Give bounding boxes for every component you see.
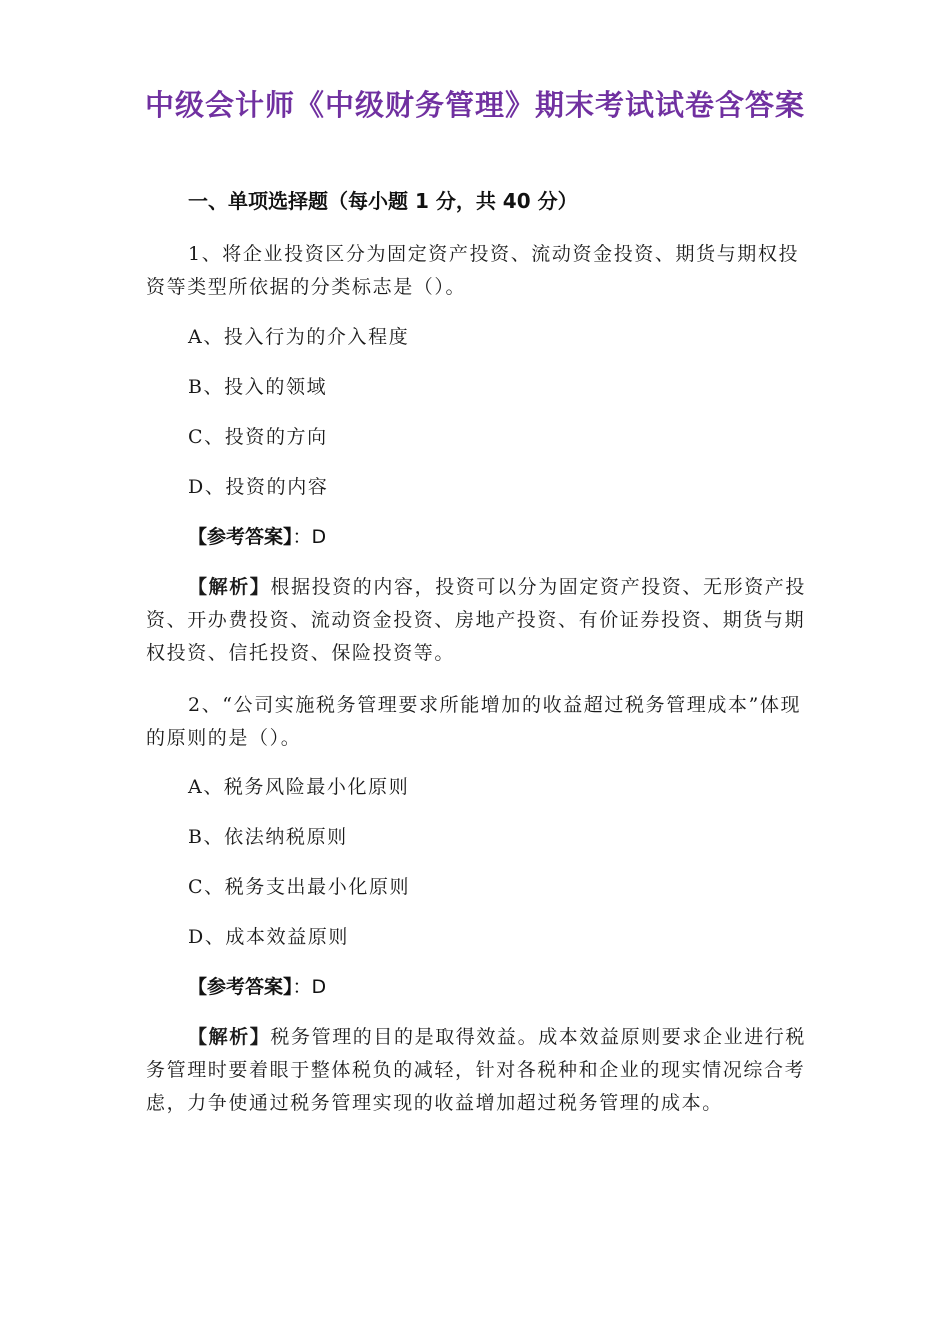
- question-1-stem: 1、将企业投资区分为固定资产投资、流动资金投资、期货与期权投资等类型所依据的分类标志是（）。: [146, 243, 800, 298]
- analysis-text: 税务管理的目的是取得效益。成本效益原则要求企业进行税务管理时要着眼于整体税负的减轻，针对各税种和企业的现实情况综合考虑，力争使通过税务管理实现的收益增加超过税务管理的成本。: [146, 1026, 807, 1114]
- analysis-label: 【解析】: [188, 576, 271, 598]
- question-2-option-b: B、依法纳税原则: [188, 826, 348, 848]
- question-2-stem: 2、“公司实施税务管理要求所能增加的收益超过税务管理成本”体现的原则的是（）。: [146, 694, 802, 749]
- answer-label: 【参考答案】: [188, 526, 293, 548]
- question-1-option-a: A、投入行为的介入程度: [188, 326, 410, 348]
- question-2-option-a: A、税务风险最小化原则: [188, 776, 410, 798]
- analysis-label: 【解析】: [188, 1026, 271, 1048]
- question-1-analysis: [146, 571, 806, 670]
- question-2-analysis: [146, 1021, 806, 1120]
- question-1-option-d: D、投资的内容: [188, 476, 329, 498]
- question-2-option-d: D、成本效益原则: [188, 926, 350, 948]
- section-heading: 一、单项选择题（每小题 1 分，共 40 分）: [188, 189, 578, 213]
- question-2-answer: [188, 972, 326, 1002]
- answer-value: ：D: [292, 976, 327, 998]
- analysis-text: 根据投资的内容，投资可以分为固定资产投资、无形资产投资、开办费投资、流动资金投资、房地产投资、有价证券投资、期货与期权投资、信托投资、保险投资等。: [146, 576, 807, 664]
- answer-label: 【参考答案】: [188, 976, 293, 998]
- question-1-option-b: B、投入的领域: [188, 376, 328, 398]
- question-1-option-c: C、投资的方向: [188, 426, 328, 448]
- question-1-answer: [188, 522, 326, 552]
- answer-value: ：D: [292, 526, 327, 548]
- document-title: 中级会计师《中级财务管理》期末考试试卷含答案: [144, 88, 805, 122]
- question-2-option-c: C、税务支出最小化原则: [188, 876, 411, 898]
